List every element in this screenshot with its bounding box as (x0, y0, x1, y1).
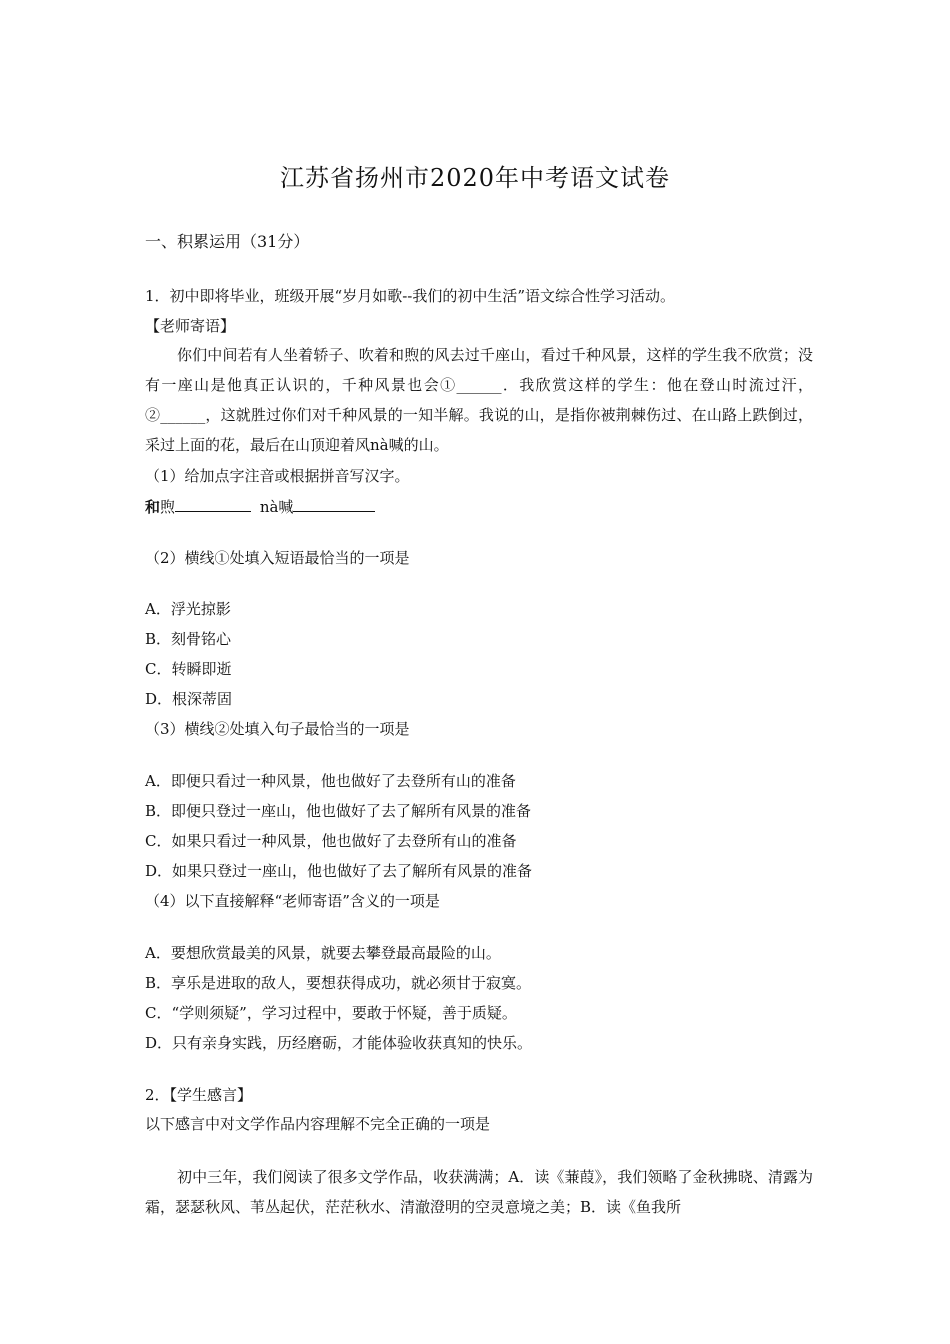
exam-title: 江苏省扬州市2020年中考语文试卷 (279, 164, 671, 192)
q1-sub2-option: C．转瞬即逝 (145, 660, 232, 678)
q1-sub4-option: D．只有亲身实践，历经磨砺，才能体验收获真知的快乐。 (145, 1034, 533, 1052)
q1-passage: 你们中间若有人坐着轿子、吹着和煦的风去过千座山，看过千种风景，这样的学生我不欣赏；没有一座山是他真正认识的，千种风景也会①______．我欣赏这样的学生：他在登山时流过汗，②______，这就胜过你们对千种风景的一知半解。我说的山，是指你被荆棘伤过、在山路上跌倒过，采过上面的花，最后在山顶迎着风nà喊的山。 (145, 346, 813, 454)
q1-sub4-option: A．要想欣赏最美的风景，就要去攀登最高最险的山。 (145, 944, 501, 962)
q1-sub2-option: B．刻骨铭心 (145, 630, 232, 648)
q1-sub2: （2）横线①处填入短语最恰当的一项是 (145, 549, 410, 567)
q2-prompt: 以下感言中对文学作品内容理解不完全正确的一项是 (145, 1115, 491, 1133)
dotted-char: 和 (145, 498, 161, 516)
answer-blank-a[interactable] (175, 496, 251, 512)
q1-stem: 1．初中即将毕业，班级开展“岁月如歌--我们的初中生活”语文综合性学习活动。 (145, 287, 676, 305)
q2-stem: 2．【学生感言】 (145, 1086, 253, 1104)
q1-sub4-option: B．享乐是进取的敌人，要想获得成功，就必须甘于寂寞。 (145, 974, 532, 992)
q1-sub3-option: C．如果只看过一种风景，他也做好了去登所有山的准备 (145, 832, 517, 850)
answer-blank-b[interactable] (293, 496, 375, 512)
q1-pinyin-row (145, 496, 815, 517)
q1-sub4-option: C．“学则须疑”，学习过程中，要敢于怀疑，善于质疑。 (145, 1004, 517, 1022)
q1-tag: 【老师寄语】 (145, 317, 236, 335)
q1-sub4: （4）以下直接解释“老师寄语”含义的一项是 (145, 892, 440, 910)
q1-sub3: （3）横线②处填入句子最恰当的一项是 (145, 720, 410, 738)
q1-sub3-option: B．即便只登过一座山，他也做好了去了解所有风景的准备 (145, 802, 532, 820)
section-heading: 一、积累运用（31分） (145, 232, 310, 251)
pinyin-a-rest: 煦 (160, 498, 176, 516)
q2-passage: 初中三年，我们阅读了很多文学作品，收获满满；A．读《蒹葭》，我们领略了金秋拂晓、清露为霜，瑟瑟秋风、苇丛起伏，茫茫秋水、清澈澄明的空灵意境之美；B．读《鱼我所 (145, 1168, 813, 1216)
q1-sub2-option: A．浮光掠影 (145, 600, 231, 618)
q1-sub3-option: D．如果只登过一座山，他也做好了去了解所有风景的准备 (145, 862, 533, 880)
q1-sub1: （1）给加点字注音或根据拼音写汉字。 (145, 467, 410, 485)
q1-sub3-option: A．即便只看过一种风景，他也做好了去登所有山的准备 (145, 772, 516, 790)
pinyin-b: nà喊 (259, 498, 294, 516)
q1-sub2-option: D．根深蒂固 (145, 690, 233, 708)
